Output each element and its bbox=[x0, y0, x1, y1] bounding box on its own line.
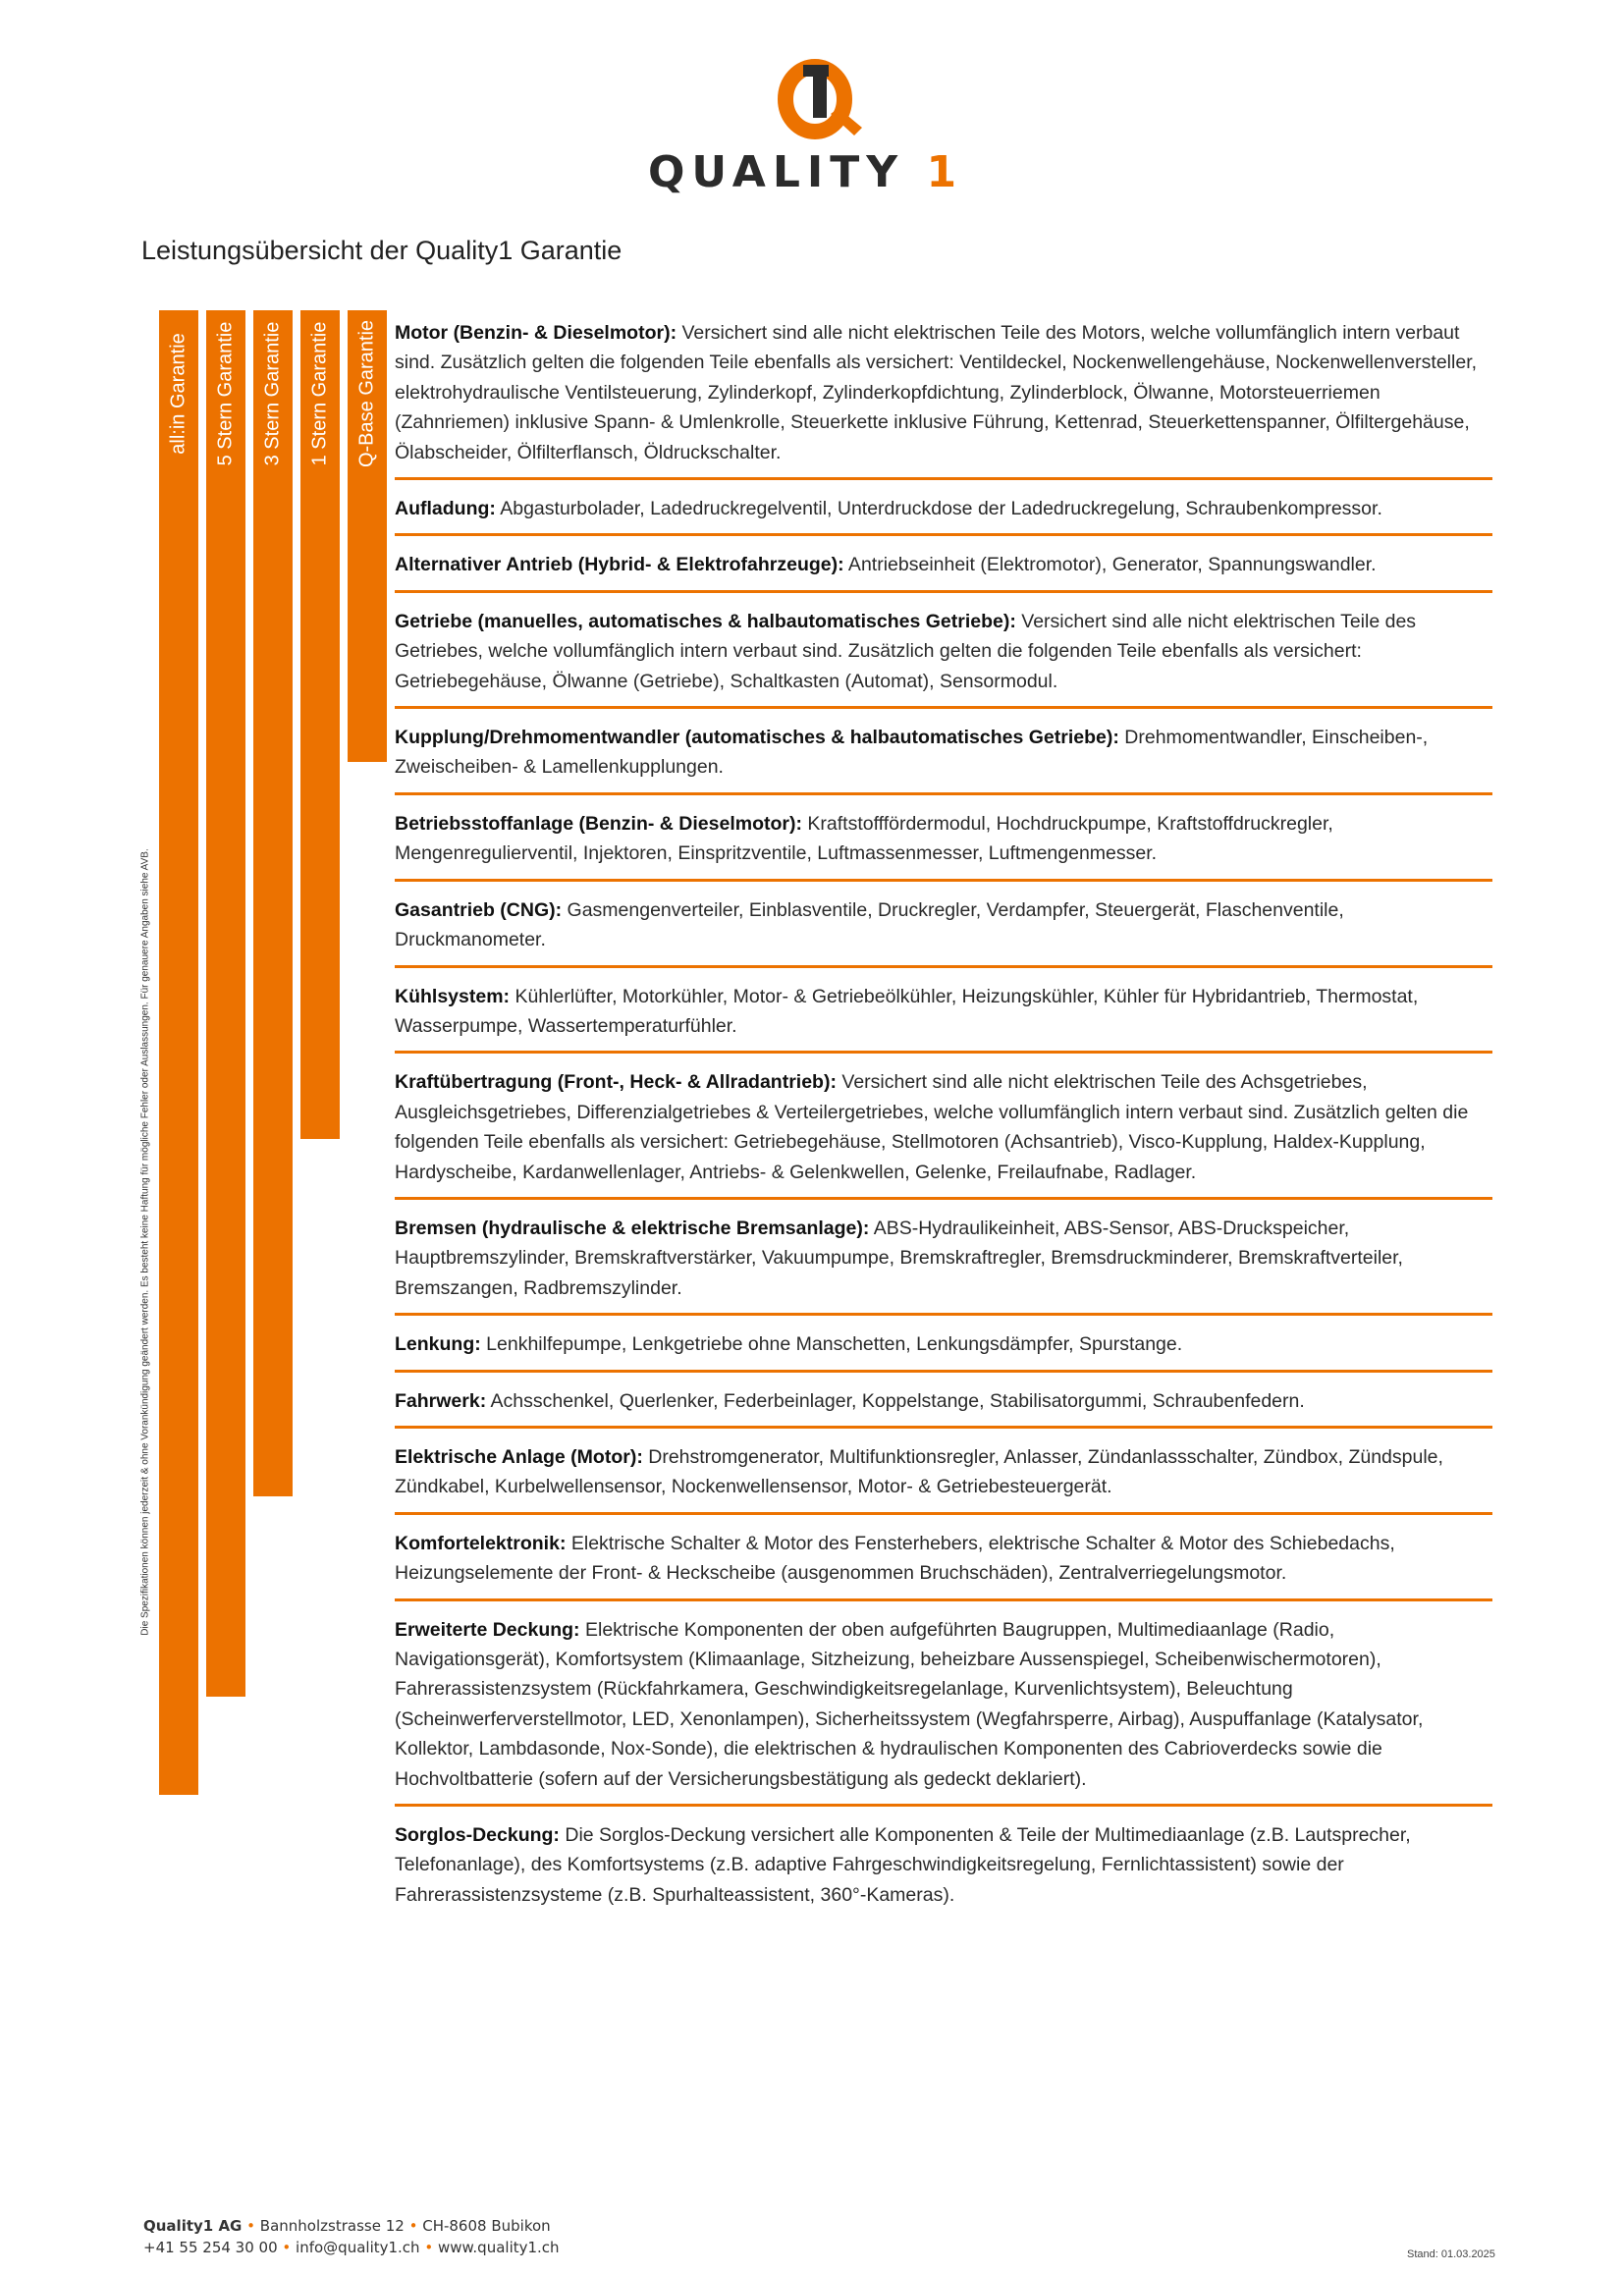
coverage-item-fahrwerk bbox=[395, 1386, 1492, 1429]
item-text: Kühlerlüfter, Motorkühler, Motor- & Getriebeölkühler, Heizungskühler, Kühler für Hybridantrieb, Thermostat, Wasserpumpe, Wassertemperaturfühler. bbox=[395, 985, 1419, 1037]
disclaimer-container bbox=[135, 687, 155, 1797]
page-title: Leistungsübersicht der Quality1 Garantie bbox=[141, 236, 623, 265]
item-title: Kupplung/Drehmomentwandler (automatisches & halbautomatisches Getriebe): bbox=[395, 727, 1119, 749]
item-text: Drehmomentwandler, Einscheiben-, Zweischeiben- & Lamellenkupplungen. bbox=[395, 727, 1429, 779]
coverage-item-komfortelektronik bbox=[395, 1529, 1492, 1601]
quality1-logo-mark-icon bbox=[774, 59, 868, 139]
item-title: Getriebe (manuelles, automatisches & halbautomatisches Getriebe): bbox=[395, 610, 1016, 632]
footer bbox=[143, 2215, 560, 2258]
item-text: ABS-Hydraulikeinheit, ABS-Sensor, ABS-Druckspeicher, Hauptbremszylinder, Bremskraftverstärker, Vakuumpumpe, Bremskraftregler, Bremsdruckminderer, Bremskraftverteiler, Bremszangen, Radbremszylinder. bbox=[395, 1217, 1403, 1299]
footer-email[interactable]: info@quality1.ch bbox=[296, 2239, 420, 2256]
bar-label-all-in: all:in Garantie bbox=[167, 333, 189, 455]
coverage-item-kuehlsystem bbox=[395, 982, 1492, 1055]
footer-phone[interactable]: +41 55 254 30 00 bbox=[143, 2239, 278, 2256]
footer-city: CH-8608 Bubikon bbox=[422, 2217, 551, 2235]
coverage-item-kupplung bbox=[395, 723, 1492, 795]
disclaimer-text: Die Spezifikationen können jederzeit & ohne Vorankündigung geändert werden. Es besteht keine Haftung für mögliche Fehler oder Auslassungen. Für genauere Angaben siehe AVB. bbox=[139, 848, 151, 1636]
bar-label-q-base: Q-Base Garantie bbox=[355, 319, 378, 468]
item-text: Antriebseinheit (Elektromotor), Generator, Spannungswandler. bbox=[843, 554, 1377, 576]
coverage-list bbox=[395, 318, 1492, 1933]
footer-separator: • bbox=[282, 2239, 292, 2256]
bar-label-5-stern: 5 Stern Garantie bbox=[214, 321, 237, 466]
item-text: Lenkhilfepumpe, Lenkgetriebe ohne Manschetten, Lenkungsdämpfer, Spurstange. bbox=[480, 1333, 1183, 1356]
item-title: Bremsen (hydraulische & elektrische Bremsanlage): bbox=[395, 1217, 870, 1239]
item-text: Kraftstofffördermodul, Hochdruckpumpe, Kraftstoffdruckregler, Mengenregulierventil, Injektoren, Einspritzventile, Luftmassenmesser, Luftmengenmesser. bbox=[395, 812, 1333, 865]
item-text: Elektrische Komponenten der oben aufgeführten Baugruppen, Multimediaanlage (Radio, Navigationsgerät), Komfortsystem (Klimaanlage, Sitzheizung, beheizbare Aussenspiegel, Scheibenwischermotoren), Fahrerassistenzsystem (Rückfahrkamera, Geschwindigkeitsregelanlage, Kurvenlichtsystem), Beleuchtung (Scheinwerferverstellmotor, LED, Xenonlampen), Sicherheitssystem (Wegfahrsperre, Airbag), Auspuffanlage (Katalysator, Kollektor, Lambdasonde, Nox-Sonde), die elektrischen & hydraulischen Komponenten des Cabrioverdecks sowie die Hochvoltbatterie (sofern auf der Versicherungsbestätigung als gedeckt deklariert). bbox=[395, 1618, 1424, 1790]
coverage-item-sorglos-deckung bbox=[395, 1820, 1492, 1920]
item-text: Versichert sind alle nicht elektrischen Teile des Getriebes, welche vollumfänglich intern verbaut sind. Zusätzlich gelten die folgenden Teile ebenfalls als versichert: Getriebegehäuse, Ölwanne (Getriebe), Schaltkasten (Automat), Sensormodul. bbox=[395, 610, 1417, 692]
logo-text-main: QUALITY bbox=[648, 147, 905, 197]
item-title: Alternativer Antrieb (Hybrid- & Elektrofahrzeuge): bbox=[395, 554, 844, 576]
coverage-item-lenkung bbox=[395, 1329, 1492, 1372]
item-title: Sorglos-Deckung: bbox=[395, 1824, 560, 1847]
stand-date: Stand: 01.03.2025 bbox=[1407, 2248, 1495, 2260]
coverage-item-bremsen bbox=[395, 1214, 1492, 1316]
footer-company: Quality1 AG bbox=[143, 2217, 243, 2235]
item-title: Komfortelektronik: bbox=[395, 1532, 567, 1554]
item-text: Abgasturbolader, Ladedruckregelventil, Unterdruckdose der Ladedruckregelung, Schraubenkompressor. bbox=[495, 498, 1382, 520]
item-title: Kraftübertragung (Front-, Heck- & Allradantrieb): bbox=[395, 1071, 837, 1094]
bar-q-base-garantie bbox=[348, 310, 387, 762]
coverage-item-elektrische-anlage bbox=[395, 1442, 1492, 1515]
item-title: Aufladung: bbox=[395, 498, 496, 520]
item-title: Erweiterte Deckung: bbox=[395, 1618, 580, 1641]
footer-line-1 bbox=[143, 2215, 560, 2237]
item-text: Drehstromgenerator, Multifunktionsregler, Anlasser, Zündanlassschalter, Zündbox, Zündspule, Zündkabel, Kurbelwellensensor, Nockenwellensensor, Motor- & Getriebesteuergerät. bbox=[395, 1445, 1443, 1498]
item-title: Fahrwerk: bbox=[395, 1389, 487, 1412]
item-title: Gasantrieb (CNG): bbox=[395, 898, 563, 921]
bar-all-in-garantie bbox=[159, 310, 198, 1795]
logo-text-one: 1 bbox=[926, 147, 964, 197]
item-title: Elektrische Anlage (Motor): bbox=[395, 1445, 643, 1468]
item-text: Versichert sind alle nicht elektrischen Teile des Achsgetriebes, Ausgleichsgetriebes, Differenzialgetriebes & Verteilergetriebes, welche vollumfänglich intern verbaut sind. Zusätzlich gelten die folgenden Teile ebenfalls als versichert: Getriebegehäuse, Stellmotoren (Achsantrieb), Visco-Kupplung, Haldex-Kupplung, Hardyscheibe, Kardanwellenlager, Antriebs- & Gelenkwellen, Gelenke, Freilaufnabe, Radlager. bbox=[395, 1071, 1469, 1183]
item-title: Betriebsstoffanlage (Benzin- & Dieselmotor): bbox=[395, 812, 802, 835]
coverage-item-alternativer-antrieb bbox=[395, 550, 1492, 592]
bar-label-3-stern: 3 Stern Garantie bbox=[261, 321, 284, 466]
item-text: Achsschenkel, Querlenker, Federbeinlager, Koppelstange, Stabilisatorgummi, Schraubenfedern. bbox=[486, 1389, 1305, 1412]
coverage-item-motor bbox=[395, 318, 1492, 480]
item-text: Versichert sind alle nicht elektrischen Teile des Motors, welche vollumfänglich intern verbaut sind. Zusätzlich gelten die folgenden Teile ebenfalls als versichert: Ventildeckel, Nockenwellengehäuse, Nockenwellenversteller, elektrohydraulische Ventilsteuerung, Zylinderkopf, Zylinderkopfdichtung, Zylinderblock, Ölwanne, Motorsteuerriemen (Zahnriemen) inklusive Spann- & Umlenkrolle, Steuerkette inklusive Führung, Kettenrad, Steuerkettenspanner, Ölfiltergehäuse, Ölabscheider, Ölfilterflansch, Öldruckschalter. bbox=[395, 322, 1478, 463]
item-text: Gasmengenverteiler, Einblasventile, Druckregler, Verdampfer, Steuergerät, Flaschenventile, Druckmanometer. bbox=[395, 898, 1344, 951]
quality1-logo bbox=[648, 49, 1001, 196]
footer-line-2 bbox=[143, 2237, 560, 2258]
coverage-item-gasantrieb bbox=[395, 895, 1492, 968]
item-title: Lenkung: bbox=[395, 1333, 481, 1356]
coverage-item-aufladung bbox=[395, 494, 1492, 536]
footer-web[interactable]: www.quality1.ch bbox=[437, 2239, 560, 2256]
footer-separator: • bbox=[424, 2239, 434, 2256]
footer-address: Bannholzstrasse 12 bbox=[259, 2217, 405, 2235]
item-text: Elektrische Schalter & Motor des Fensterhebers, elektrische Schalter & Motor des Schiebedachs, Heizungselemente der Front- & Heckscheibe (ausgenommen Bruchschäden), Zentralverriegelungsmotor. bbox=[395, 1532, 1395, 1585]
item-title: Motor (Benzin- & Dieselmotor): bbox=[395, 322, 677, 344]
footer-separator: • bbox=[408, 2217, 418, 2235]
footer-separator: • bbox=[246, 2217, 256, 2235]
coverage-item-betriebsstoffanlage bbox=[395, 809, 1492, 882]
logo-wordmark bbox=[648, 147, 1001, 197]
coverage-item-kraftuebertragung bbox=[395, 1067, 1492, 1200]
coverage-item-erweiterte-deckung bbox=[395, 1615, 1492, 1807]
bar-1-stern-garantie bbox=[300, 310, 340, 1139]
item-title: Kühlsystem: bbox=[395, 985, 511, 1007]
item-text: Die Sorglos-Deckung versichert alle Komponenten & Teile der Multimediaanlage (z.B. Lautsprecher, Telefonanlage), des Komfortsystems (z.B. adaptive Fahrgeschwindigkeitsregelung, Fernlichtassistent) sowie der Fahrerassistenzsysteme (z.B. Spurhalteassistent, 360°-Kameras). bbox=[395, 1824, 1411, 1906]
coverage-item-getriebe bbox=[395, 607, 1492, 709]
bar-label-1-stern: 1 Stern Garantie bbox=[308, 321, 331, 466]
bar-3-stern-garantie bbox=[253, 310, 293, 1496]
bar-5-stern-garantie bbox=[206, 310, 245, 1697]
